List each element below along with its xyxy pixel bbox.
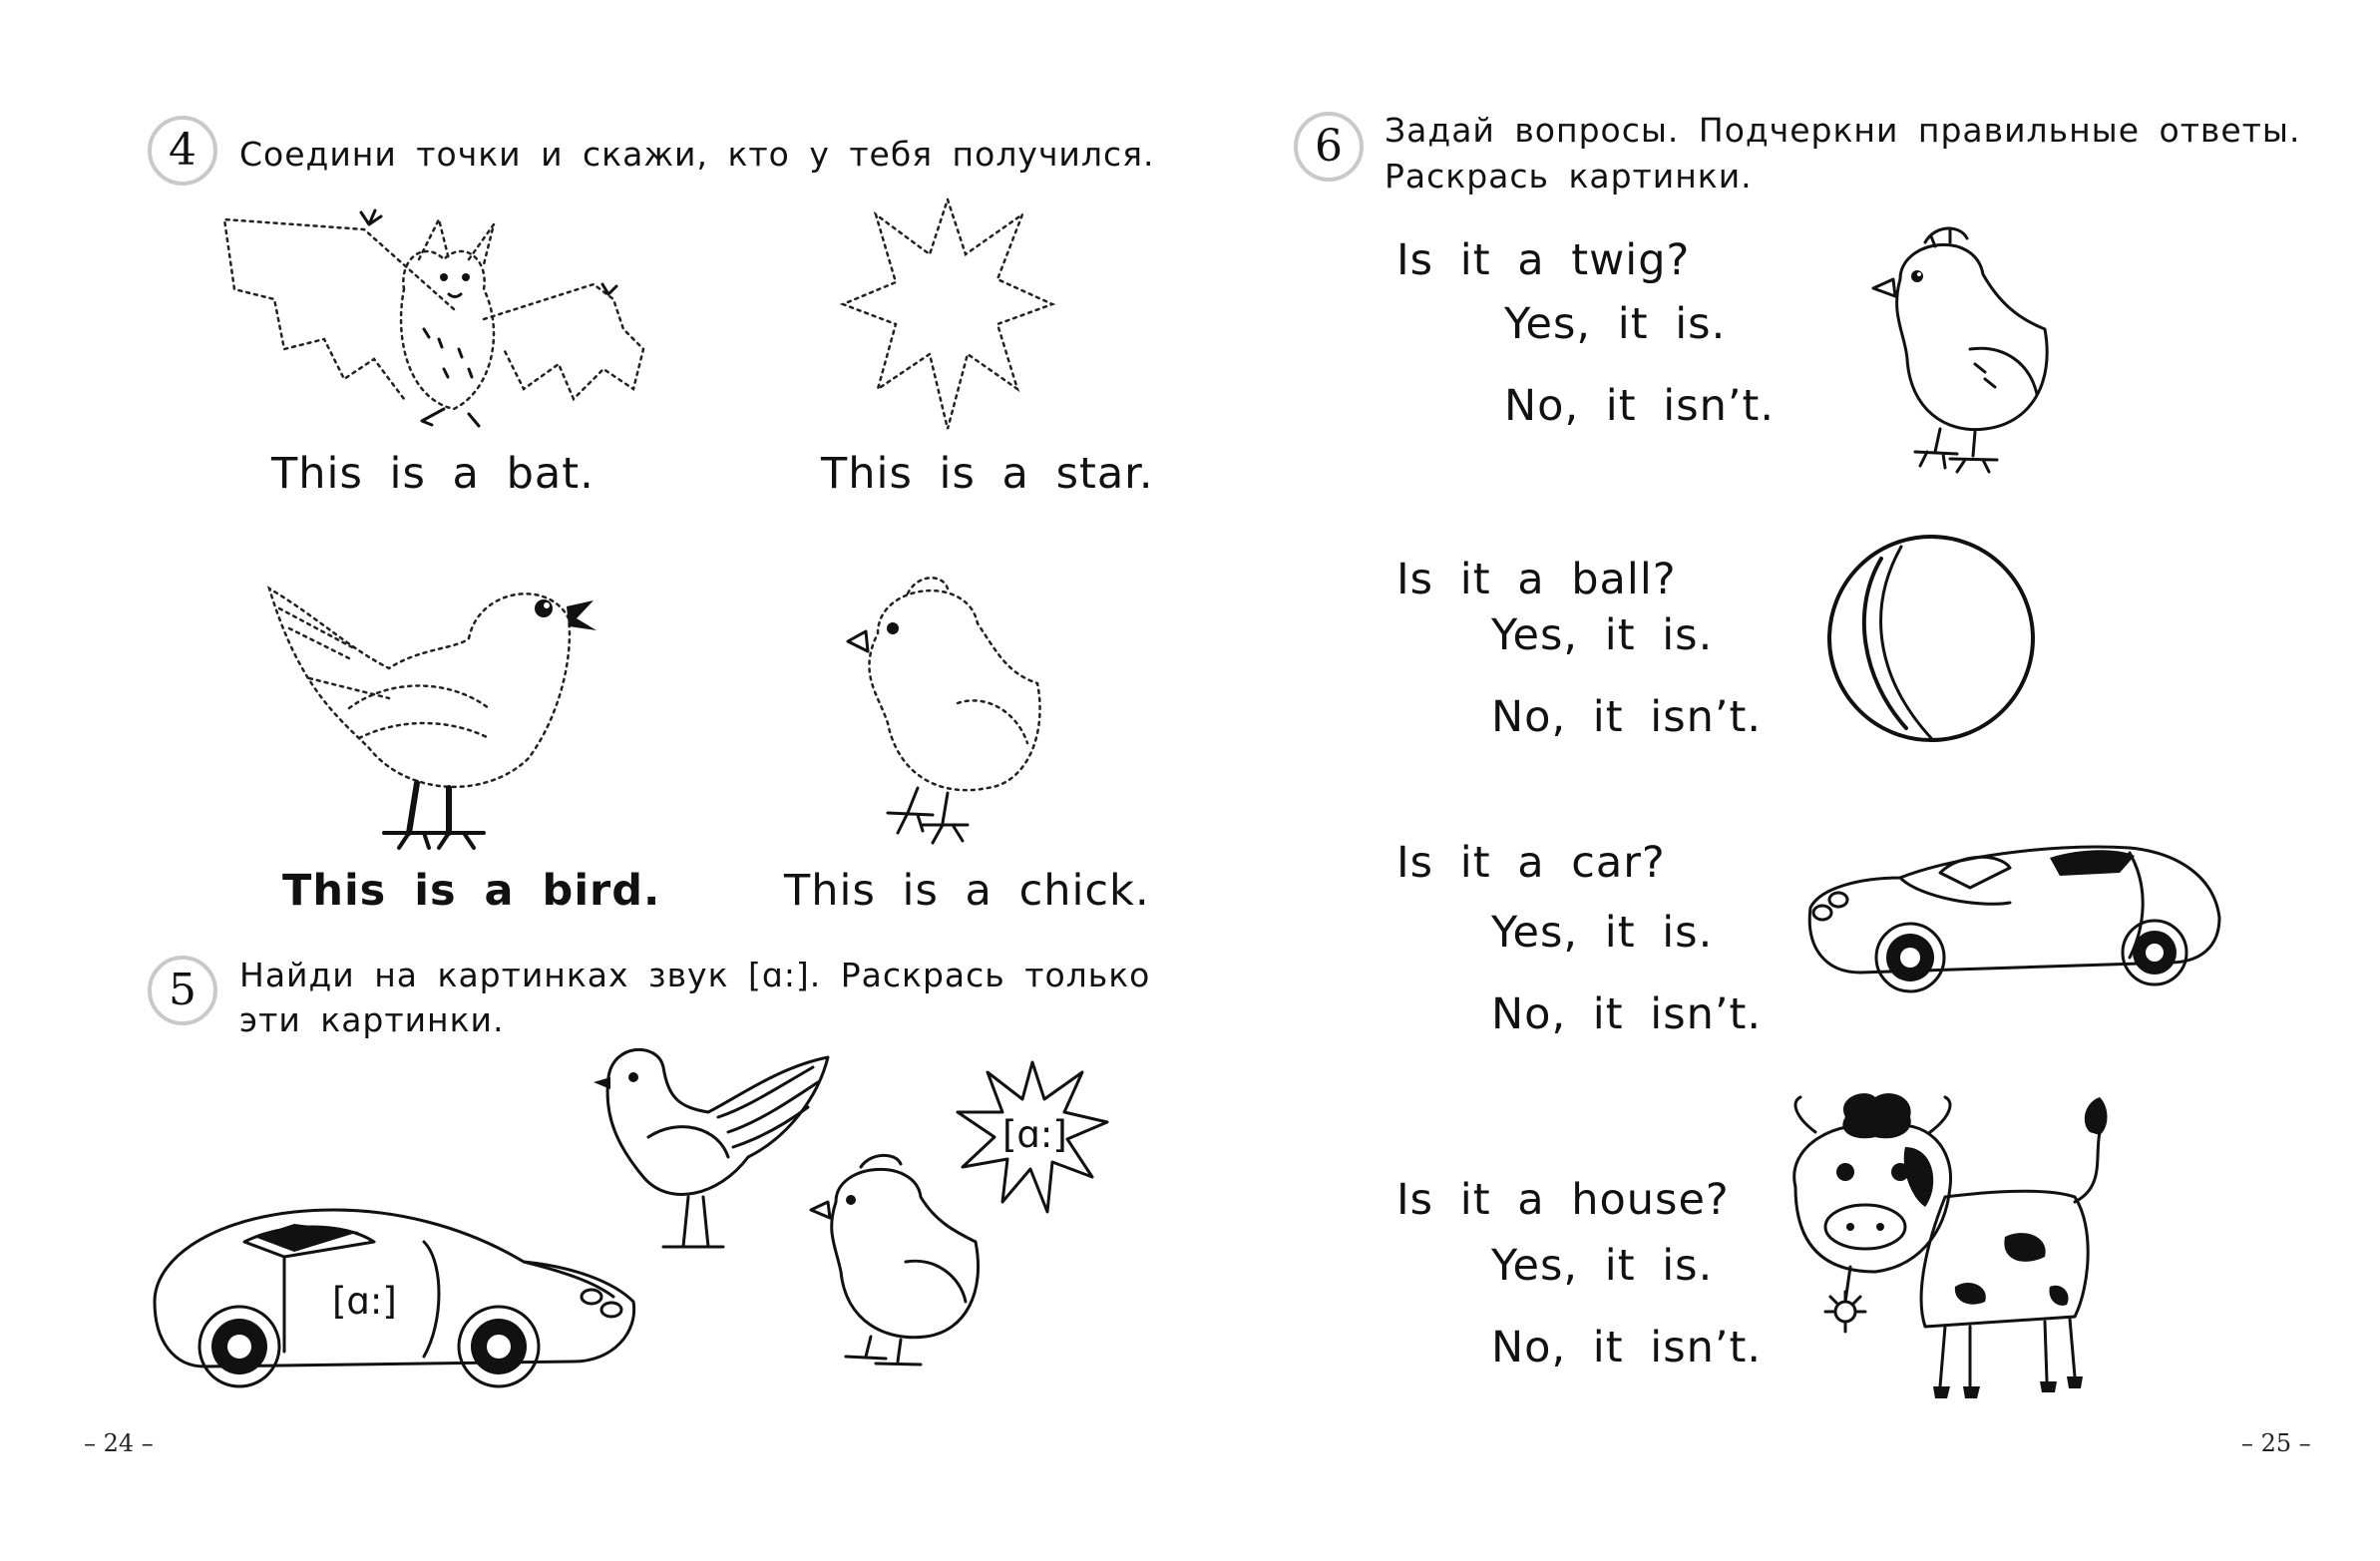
- question-2: Is it a ball?: [1396, 555, 1677, 604]
- task-6-number: 6: [1294, 112, 1364, 182]
- task-4-instruction: Соедини точки и скажи, кто у тебя получился.: [239, 135, 1155, 174]
- question-4: Is it a house?: [1396, 1175, 1730, 1225]
- car-icon: [1800, 828, 2229, 997]
- answer-2-yes[interactable]: Yes, it is.: [1491, 610, 1714, 660]
- car-sound-label: [ɑ:]: [332, 1280, 397, 1323]
- caption-chick: This is a chick.: [784, 866, 1150, 916]
- answer-4-no[interactable]: No, it isn’t.: [1491, 1323, 1763, 1372]
- answer-3-yes[interactable]: Yes, it is.: [1491, 908, 1714, 958]
- dotted-bird-icon: [259, 549, 598, 858]
- question-3: Is it a car?: [1396, 838, 1666, 888]
- dotted-bat-icon: [204, 199, 693, 439]
- ball-icon: [1821, 529, 2041, 748]
- answer-2-no[interactable]: No, it isn’t.: [1491, 692, 1763, 742]
- caption-bird: This is a bird.: [282, 866, 661, 916]
- answer-3-no[interactable]: No, it isn’t.: [1491, 989, 1763, 1039]
- answer-4-yes[interactable]: Yes, it is.: [1491, 1241, 1714, 1291]
- bird-icon: [589, 1037, 838, 1267]
- task-6-instruction-line2: Раскрась картинки.: [1385, 157, 1753, 195]
- task-5-number: 5: [148, 956, 217, 1025]
- dotted-star-icon: [838, 195, 1057, 434]
- page-number-left: – 24 –: [84, 1429, 154, 1457]
- task-4-number: 4: [148, 116, 217, 186]
- page-number-right: – 25 –: [2241, 1429, 2311, 1457]
- answer-1-no[interactable]: No, it isn’t.: [1504, 381, 1776, 431]
- caption-star: This is a star.: [821, 449, 1154, 499]
- task-6-instruction-line1: Задай вопросы. Подчеркни правильные ответы.: [1385, 111, 2301, 150]
- answer-1-yes[interactable]: Yes, it is.: [1504, 299, 1727, 349]
- chick-icon: [1865, 224, 2065, 474]
- question-1: Is it a twig?: [1396, 235, 1691, 285]
- cow-icon: [1776, 1087, 2115, 1416]
- task-5-instruction-line2: эти картинки.: [239, 1000, 505, 1039]
- starburst-sound-label: [ɑ:]: [1002, 1113, 1067, 1156]
- caption-bat: This is a bat.: [271, 449, 595, 499]
- task-5-instruction-line1: Найди на картинках звук [ɑ:]. Раскрась только: [239, 956, 1151, 994]
- dotted-chick-icon: [838, 574, 1057, 853]
